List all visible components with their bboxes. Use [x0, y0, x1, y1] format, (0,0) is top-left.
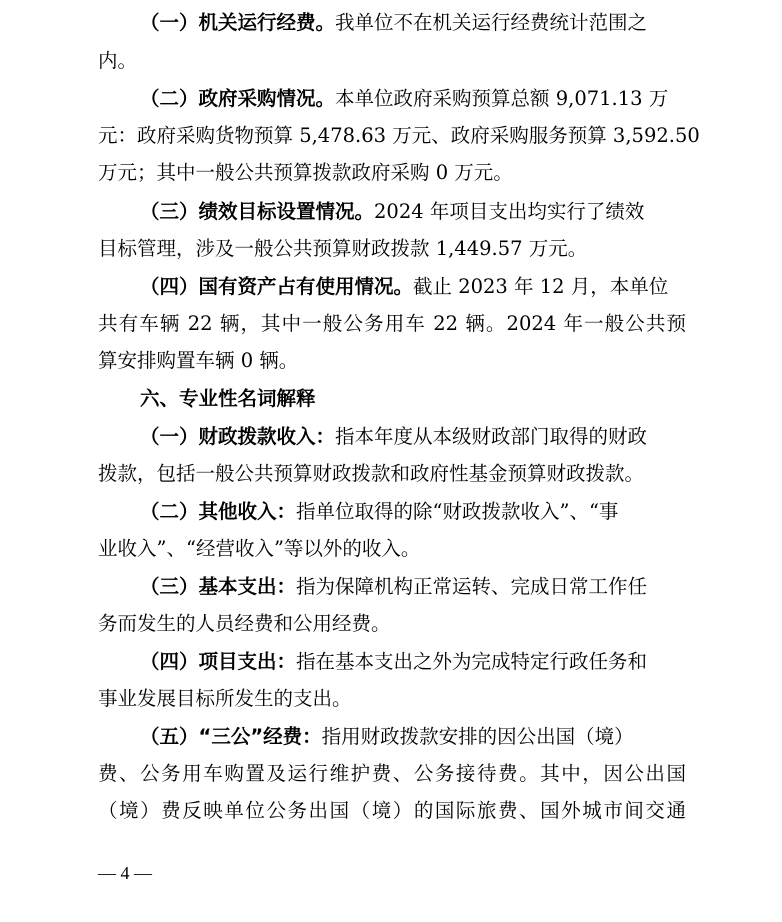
- term-three-public-line-3: （境）费反映单位公务出国（境）的国际旅费、国外城市间交通: [98, 799, 686, 822]
- paragraph-assets-line-1: [140, 268, 686, 305]
- term-text: 指为保障机构正常运转、完成日常工作任: [296, 575, 648, 598]
- paragraph-heading: （二）政府采购情况。: [140, 87, 336, 110]
- paragraph-performance-line-1: [140, 193, 686, 230]
- term-text: 指本年度从本级财政部门取得的财政: [335, 425, 648, 448]
- paragraph-operating-costs-line-2: 内。: [98, 49, 138, 72]
- term-heading: （二）其他收入：: [140, 500, 297, 523]
- paragraph-procurement-line-1: [140, 80, 686, 117]
- paragraph-assets-line-2: 共有车辆 22 辆，其中一般公务用车 22 辆。2024 年一般公共预: [98, 312, 686, 335]
- paragraph-text: 截止 2023 年 12 月，本单位: [413, 275, 669, 298]
- term-heading: （五）“三公”经费：: [140, 725, 322, 748]
- term-basic-expenditure-line-1: [140, 568, 686, 605]
- term-heading: （四）项目支出：: [140, 650, 297, 673]
- paragraph-text: 本单位政府采购预算总额 9,071.13 万: [335, 87, 669, 110]
- term-project-expenditure-line-2: 事业发展目标所发生的支出。: [98, 687, 352, 710]
- term-three-public-line-2: 费、公务用车购置及运行维护费、公务接待费。其中，因公出国: [98, 762, 686, 785]
- paragraph-assets-line-3: 算安排购置车辆 0 辆。: [98, 349, 299, 372]
- term-fiscal-income-line-1: [140, 418, 686, 455]
- paragraph-text: 2024 年项目支出均实行了绩效: [374, 200, 645, 223]
- paragraph-text: 我单位不在机关运行经费统计范围之: [335, 11, 648, 34]
- term-three-public-line-1: [140, 718, 686, 755]
- page-number: — 4 —: [98, 863, 152, 883]
- term-project-expenditure-line-1: [140, 643, 686, 680]
- term-text: 指在基本支出之外为完成特定行政任务和: [296, 650, 648, 673]
- term-text: 指用财政拨款安排的因公出国（境）: [321, 725, 634, 748]
- term-other-income-line-1: [140, 493, 686, 530]
- term-other-income-line-2: 业收入”、“经营收入”等以外的收入。: [98, 537, 421, 560]
- paragraph-heading: （一）机关运行经费。: [140, 11, 336, 34]
- paragraph-operating-costs-line-1: [140, 4, 686, 41]
- term-basic-expenditure-line-2: 务而发生的人员经费和公用经费。: [98, 612, 391, 635]
- paragraph-procurement-line-2: 元：政府采购货物预算 5,478.63 万元、政府采购服务预算 3,592.50: [98, 124, 700, 147]
- paragraph-heading: （三）绩效目标设置情况。: [140, 200, 375, 223]
- term-text: 指单位取得的除“财政拨款收入”、“事: [296, 500, 619, 523]
- term-heading: （一）财政拨款收入：: [140, 425, 336, 448]
- paragraph-heading: （四）国有资产占有使用情况。: [140, 275, 414, 298]
- term-fiscal-income-line-2: 拨款，包括一般公共预算财政拨款和政府性基金预算财政拨款。: [98, 462, 645, 485]
- term-heading: （三）基本支出：: [140, 575, 297, 598]
- paragraph-performance-line-2: 目标管理，涉及一般公共预算财政拨款 1,449.57 万元。: [98, 237, 588, 260]
- section-heading: 六、专业性名词解释: [140, 387, 316, 410]
- paragraph-procurement-line-3: 万元；其中一般公共预算拨款政府采购 0 万元。: [98, 161, 513, 184]
